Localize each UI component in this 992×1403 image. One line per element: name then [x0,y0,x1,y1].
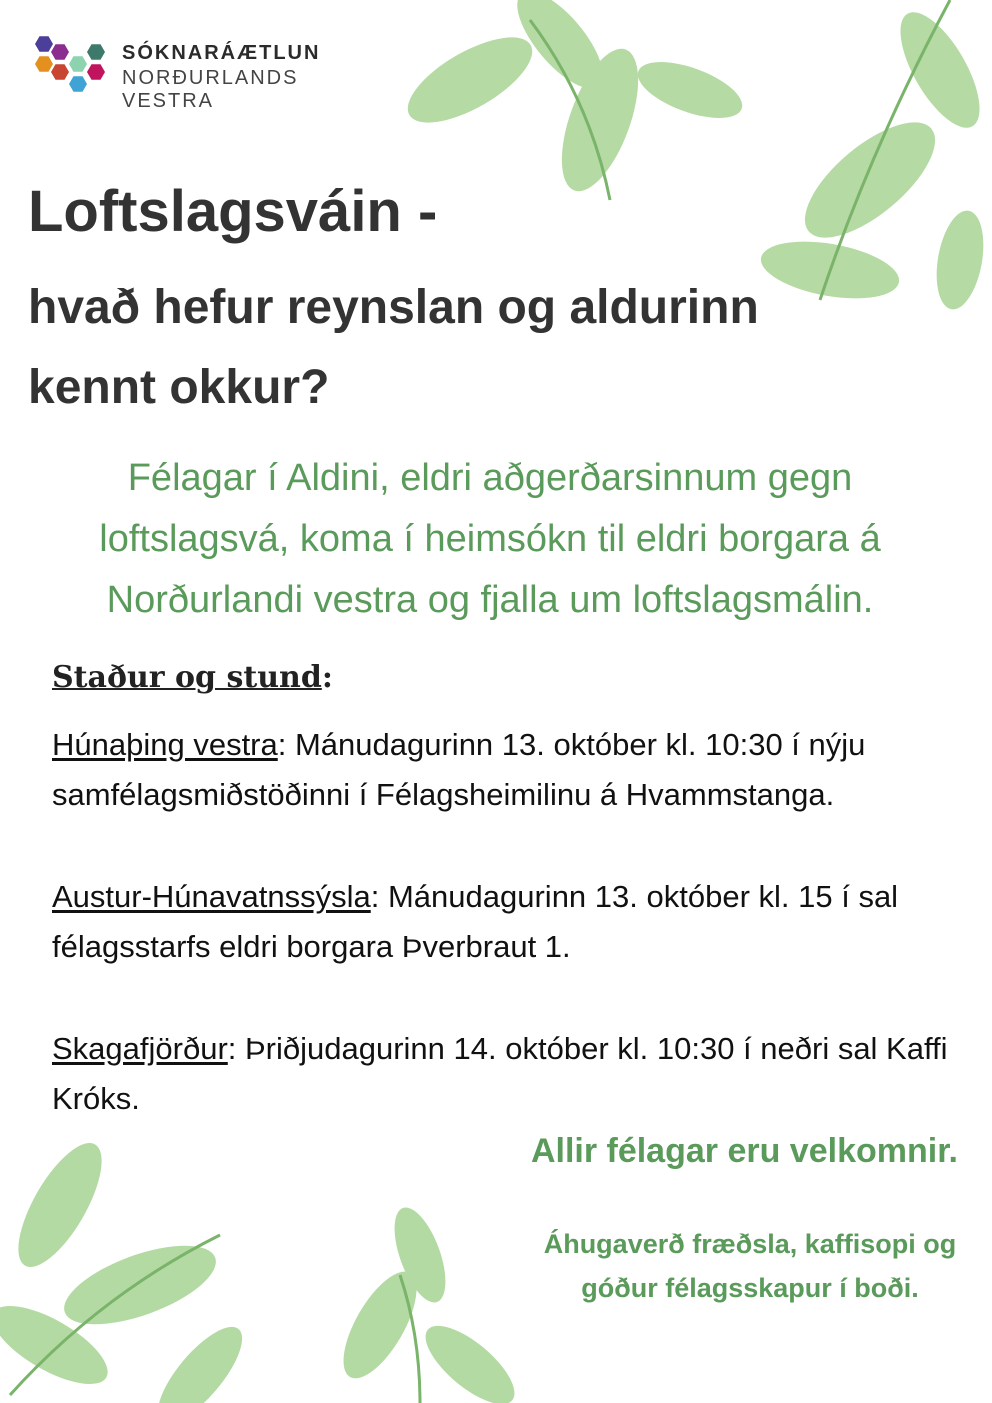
leaves-bottom-left-decoration [0,1115,580,1403]
schedule-entry [52,720,952,820]
logo-line-2: NORÐURLANDS VESTRA [122,67,299,112]
schedule-heading: Staður og stund: [52,660,333,695]
page-title: Loftslagsváin - [28,179,438,244]
logo-line-1: SÓKNARÁÆTLUN [122,42,321,64]
schedule-entry [52,1024,952,1124]
logo-hexagon [51,64,69,80]
intro-text: Félagar í Aldini, eldri aðgerðarsinnum gegn loftslagsvá, koma í heimsókn til eldri borgara á Norðurlandi vestra og fjalla um loftslagsmálin. [99,457,881,621]
logo-hexagon [69,56,87,72]
entry-text: : Mánudagurinn 13. október kl. 10:30 í nýju samfélagsmiðstöðinni í Félagsheimilinu á Hvammstanga. [52,727,866,812]
logo [32,34,392,112]
logo-hexagon [51,44,69,60]
schedule-heading-text: Staður og stund [52,660,322,695]
schedule-entry [52,872,952,972]
hexagon-logo-icon [32,34,112,98]
welcome-text: Allir félagar eru velkomnir. [530,1132,958,1170]
logo-hexagon [87,44,105,60]
page-subtitle: hvað hefur reynslan og aldurinn kennt okkur? [28,281,759,414]
entry-place: Húnaþing vestra [52,727,278,762]
entry-text: : Mánudagurinn 13. október kl. 15 í sal félagsstarfs eldri borgara Þverbraut 1. [52,879,899,964]
logo-hexagon [35,36,53,52]
entry-text: : Þriðjudagurinn 14. október kl. 10:30 í neðri sal Kaffi Króks. [52,1031,948,1116]
logo-hexagon [69,76,87,92]
logo-hexagon [35,56,53,72]
entry-place: Skagafjörður [52,1031,228,1066]
logo-hexagon [87,64,105,80]
entry-place: Austur-Húnavatnssýsla [52,879,371,914]
extra-text: Áhugaverð fræðsla, kaffisopi og góður félagsskapur í boði. [543,1229,957,1303]
